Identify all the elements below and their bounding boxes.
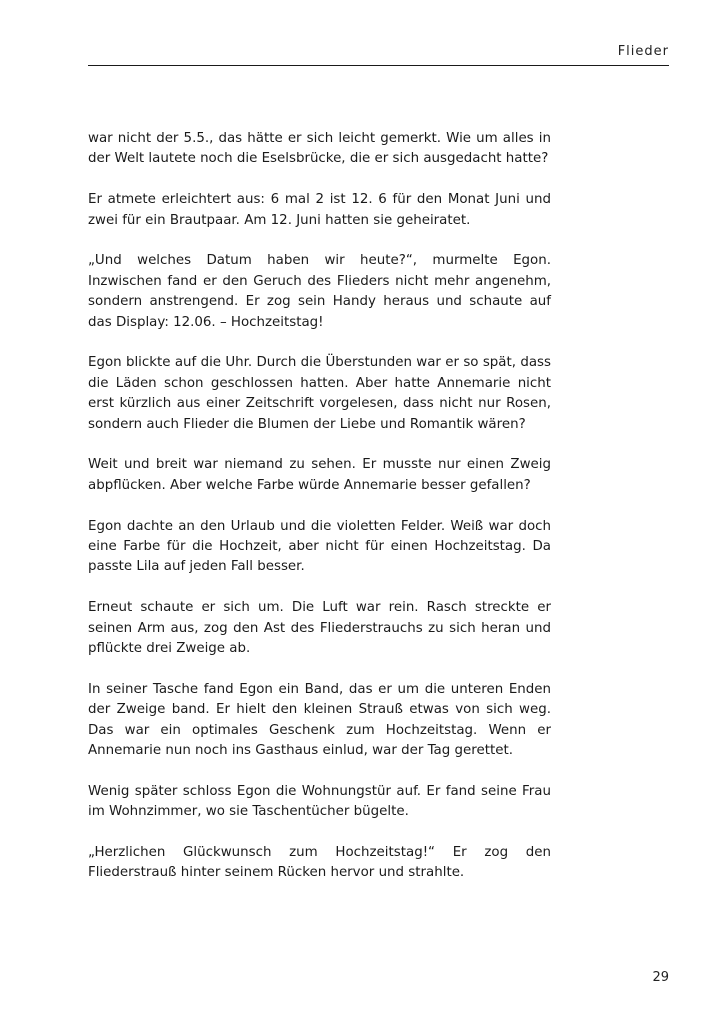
- paragraph: Egon dachte an den Urlaub und die violetten Felder. Weiß war doch eine Farbe für die Hochzeit, aber nicht für einen Hochzeitstag. Da passte Lila auf jeden Fall besser.: [88, 518, 551, 575]
- paragraph: Weit und breit war niemand zu sehen. Er musste nur einen Zweig abpflücken. Aber welche Farbe würde Annemarie besser gefallen?: [88, 457, 551, 493]
- paragraph: Wenig später schloss Egon die Wohnungstür auf. Er fand seine Frau im Wohnzimmer, wo sie Taschentücher bügelte.: [88, 783, 551, 820]
- header-rule: [88, 65, 669, 66]
- paragraph: „Herzlichen Glückwunsch zum Hochzeitstag!“ Er zog den Fliederstrauß hinter seinem Rücken hervor und strahlte.: [88, 845, 551, 881]
- paragraph: Er atmete erleichtert aus: 6 mal 2 ist 12. 6 für den Monat Juni und zwei für ein Brautpaar. Am 12. Juni hatten sie geheiratet.: [88, 192, 551, 228]
- paragraph: „Und welches Datum haben wir heute?“, murmelte Egon. Inzwischen fand er den Geruch des Flieders nicht mehr angenehm, sondern anstrengend. Er zog sein Handy heraus und schaute auf das Display: 12.06. – Hochzeitstag!: [88, 253, 551, 330]
- body-text: [88, 129, 551, 884]
- paragraph: Egon blickte auf die Uhr. Durch die Überstunden war er so spät, dass die Läden schon geschlossen hatten. Aber hatte Annemarie nicht erst kürzlich aus einer Zeitschrift vorgelesen, dass nicht nur Rosen, sondern auch Flieder die Blumen der Liebe und Romantik wären?: [88, 355, 551, 432]
- paragraph: In seiner Tasche fand Egon ein Band, das er um die unteren Enden der Zweige band. Er hielt den kleinen Strauß etwas von sich weg. Das war ein optimales Geschenk zum Hochzeitstag. Wenn er Annemarie nun noch ins Gasthaus einlud, war der Tag gerettet.: [88, 681, 551, 759]
- page-number: 29: [652, 970, 669, 985]
- running-head-title: Flieder: [617, 44, 669, 59]
- paragraph: war nicht der 5.5., das hätte er sich leicht gemerkt. Wie um alles in der Welt lautete noch die Eselsbrücke, die er sich ausgedacht hatte?: [88, 131, 551, 167]
- paragraph: Erneut schaute er sich um. Die Luft war rein. Rasch streckte er seinen Arm aus, zog den Ast des Fliederstrauchs zu sich heran und pflückte drei Zweige ab.: [88, 600, 551, 657]
